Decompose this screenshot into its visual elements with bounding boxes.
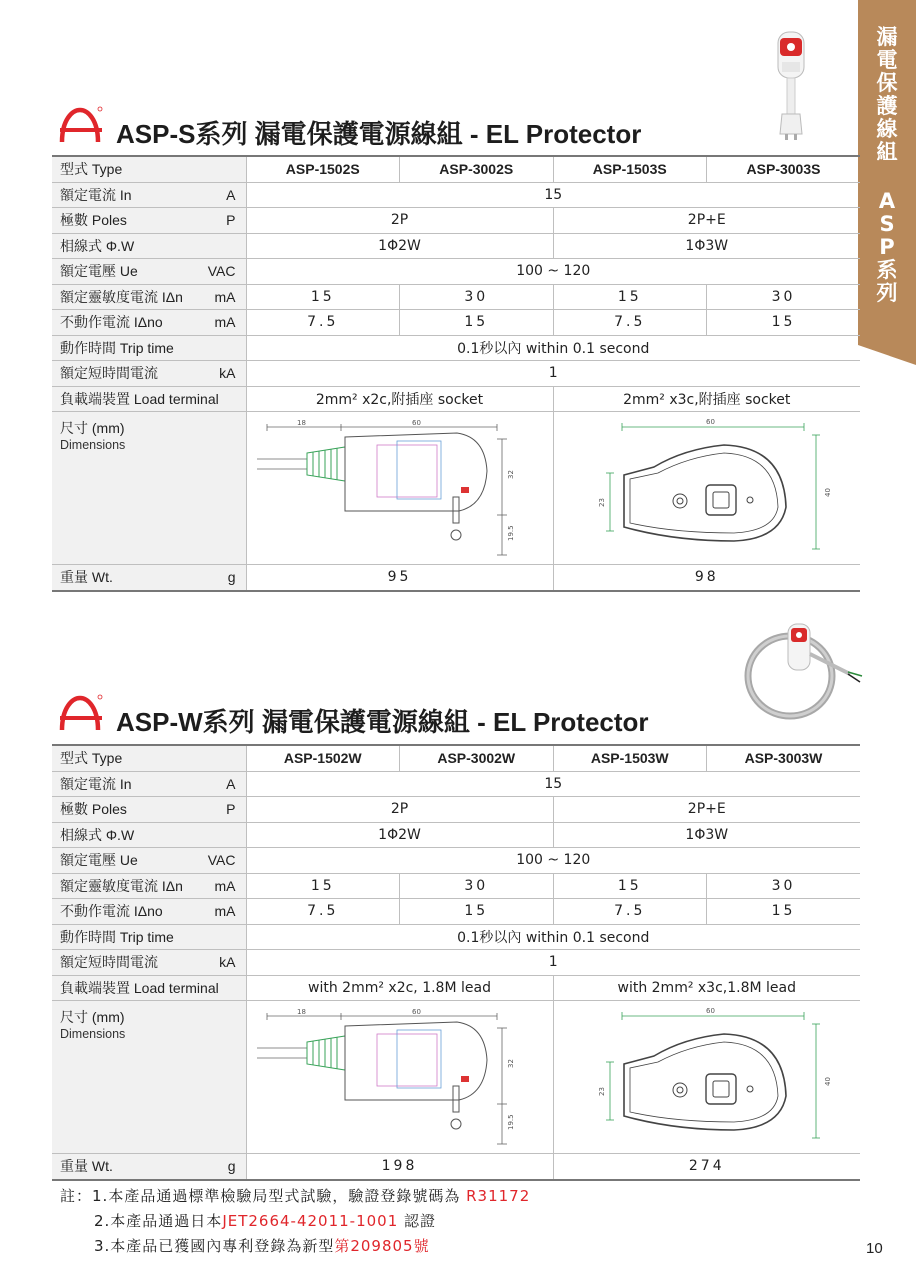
sensitivity-1: 15	[246, 873, 400, 899]
dim-front-h2: 40	[823, 488, 832, 497]
poles-label: 極數 Poles P	[52, 208, 246, 234]
current-value: 15	[246, 182, 860, 208]
trip-label: 動作時間 Trip time	[52, 335, 246, 361]
note-3: 3.本產品已獲國內專利登錄為新型第209805號	[94, 1237, 430, 1255]
weight-label: 重量 Wt. g	[52, 1154, 246, 1180]
nonop-label: 不動作電流 IΔno mA	[52, 899, 246, 925]
dim-side-w2: 60	[411, 1008, 421, 1016]
dim-side-w2: 60	[411, 419, 421, 427]
dim-side-w1: 18	[296, 1008, 306, 1016]
front-view-diagram	[554, 415, 858, 561]
sensitivity-label: 額定靈敏度電流 IΔn mA	[52, 284, 246, 310]
dim-side-w1: 18	[296, 419, 306, 427]
side-view-diagram	[247, 415, 551, 561]
voltage-value: 100 ~ 120	[246, 848, 860, 874]
front-view-diagram	[554, 1004, 858, 1150]
header-label: 型式 Type	[52, 156, 246, 182]
side-view-drawing	[246, 1001, 553, 1154]
section-title: ASP-S系列 漏電保護電源線組 - EL Protector	[116, 119, 642, 149]
page-number: 10	[866, 1240, 883, 1257]
note-1: 註：1.本產品通過標準檢驗局型式試驗，驗證登錄號碼為 R31172	[60, 1187, 531, 1205]
front-view-drawing	[553, 412, 860, 565]
voltage-label: 額定電壓 Ue VAC	[52, 259, 246, 285]
sensitivity-2: 30	[400, 873, 554, 899]
trip-value: 0.1秒以內 within 0.1 second	[246, 335, 860, 361]
sensitivity-4: 30	[707, 284, 861, 310]
nonop-3: 7.5	[553, 310, 707, 336]
brand-logo-icon	[58, 694, 104, 734]
weight-b: 98	[553, 565, 860, 591]
dim-side-h2: 19.5	[506, 1114, 515, 1130]
load-label: 負載端裝置 Load terminal	[52, 975, 246, 1001]
model-1: ASP-1502W	[246, 745, 400, 771]
side-view-diagram	[247, 1004, 551, 1150]
phase-a: 1Φ2W	[246, 822, 553, 848]
section-title: ASP-W系列 漏電保護電源線組 - EL Protector	[116, 707, 649, 737]
short-label: 額定短時間電流 kA	[52, 950, 246, 976]
sensitivity-3: 15	[553, 873, 707, 899]
poles-3p: 2P+E	[553, 797, 860, 823]
sensitivity-1: 15	[246, 284, 400, 310]
voltage-label: 額定電壓 Ue VAC	[52, 848, 246, 874]
poles-2p: 2P	[246, 797, 553, 823]
poles-3p: 2P+E	[553, 208, 860, 234]
weight-a: 95	[246, 565, 553, 591]
nonop-3: 7.5	[553, 899, 707, 925]
note-2: 2.本產品通過日本JET2664-42011-1001 認證	[94, 1212, 437, 1230]
nonop-2: 15	[400, 310, 554, 336]
product-photo-plug-icon	[772, 30, 812, 140]
side-tab-text	[858, 26, 916, 305]
current-value: 15	[246, 771, 860, 797]
current-label: 額定電流 In A	[52, 182, 246, 208]
model-3: ASP-1503S	[553, 156, 707, 182]
voltage-value: 100 ~ 120	[246, 259, 860, 285]
sensitivity-3: 15	[553, 284, 707, 310]
model-2: ASP-3002S	[400, 156, 554, 182]
short-value: 1	[246, 361, 860, 387]
notes	[60, 1184, 530, 1259]
phase-label: 相線式 Φ.W	[52, 233, 246, 259]
load-a: with 2mm² x2c, 1.8M lead	[246, 975, 553, 1001]
nonop-4: 15	[707, 310, 861, 336]
nonop-1: 7.5	[246, 310, 400, 336]
poles-2p: 2P	[246, 208, 553, 234]
short-label: 額定短時間電流 kA	[52, 361, 246, 387]
model-3: ASP-1503W	[553, 745, 707, 771]
trip-label: 動作時間 Trip time	[52, 924, 246, 950]
dim-side-h2: 19.5	[506, 525, 515, 541]
dim-front-h1: 23	[597, 1087, 606, 1096]
dimensions-label: 尺寸 (mm) Dimensions	[52, 1001, 246, 1154]
header-label: 型式 Type	[52, 745, 246, 771]
dimensions-label: 尺寸 (mm) Dimensions	[52, 412, 246, 565]
phase-b: 1Φ3W	[553, 233, 860, 259]
dim-side-h1: 32	[506, 1059, 515, 1068]
spec-table-asp-s	[52, 155, 860, 592]
weight-b: 274	[553, 1154, 860, 1180]
dim-front-w: 60	[705, 418, 715, 426]
model-2: ASP-3002W	[400, 745, 554, 771]
poles-label: 極數 Poles P	[52, 797, 246, 823]
dim-front-h2: 40	[823, 1077, 832, 1086]
model-4: ASP-3003W	[707, 745, 861, 771]
spec-table-asp-w	[52, 744, 860, 1181]
nonop-2: 15	[400, 899, 554, 925]
sensitivity-label: 額定靈敏度電流 IΔn mA	[52, 873, 246, 899]
dim-side-h1: 32	[506, 470, 515, 479]
load-b: 2mm² x3c,附插座 socket	[553, 386, 860, 412]
sensitivity-4: 30	[707, 873, 861, 899]
model-1: ASP-1502S	[246, 156, 400, 182]
short-value: 1	[246, 950, 860, 976]
dim-front-h1: 23	[597, 498, 606, 507]
phase-label: 相線式 Φ.W	[52, 822, 246, 848]
load-a: 2mm² x2c,附插座 socket	[246, 386, 553, 412]
load-label: 負載端裝置 Load terminal	[52, 386, 246, 412]
brand-logo-icon	[58, 106, 104, 146]
model-4: ASP-3003S	[707, 156, 861, 182]
weight-label: 重量 Wt. g	[52, 565, 246, 591]
weight-a: 198	[246, 1154, 553, 1180]
front-view-drawing	[553, 1001, 860, 1154]
product-photo-cord-icon	[740, 614, 864, 726]
nonop-label: 不動作電流 IΔno mA	[52, 310, 246, 336]
phase-b: 1Φ3W	[553, 822, 860, 848]
side-tab-line2: ASP系列	[876, 189, 898, 305]
side-tab-line1: 漏電保護線組	[876, 25, 898, 164]
side-view-drawing	[246, 412, 553, 565]
nonop-1: 7.5	[246, 899, 400, 925]
nonop-4: 15	[707, 899, 861, 925]
phase-a: 1Φ2W	[246, 233, 553, 259]
current-label: 額定電流 In A	[52, 771, 246, 797]
dim-front-w: 60	[705, 1007, 715, 1015]
trip-value: 0.1秒以內 within 0.1 second	[246, 924, 860, 950]
load-b: with 2mm² x3c,1.8M lead	[553, 975, 860, 1001]
sensitivity-2: 30	[400, 284, 554, 310]
